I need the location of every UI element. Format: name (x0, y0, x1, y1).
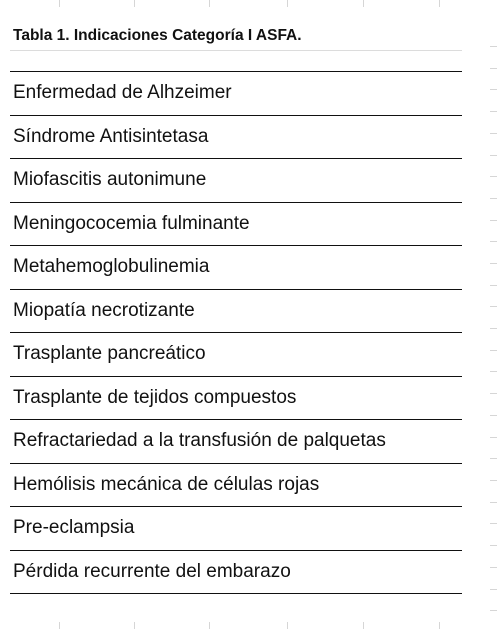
grid-tick (490, 198, 497, 199)
table-row: Enfermedad de Alhzeimer (10, 72, 462, 116)
grid-tick (363, 622, 364, 629)
table-row: Trasplante pancreático (10, 333, 462, 377)
grid-tick (287, 622, 288, 629)
grid-tick (439, 622, 440, 629)
grid-tick (490, 133, 497, 134)
grid-tick (59, 622, 60, 629)
table-header-spacer (10, 51, 462, 72)
table-row: Síndrome Antisintetasa (10, 116, 462, 160)
grid-tick (490, 545, 497, 546)
grid-tick (490, 89, 497, 90)
grid-tick (490, 111, 497, 112)
table-row: Meningococemia fulminante (10, 203, 462, 247)
grid-tick (490, 437, 497, 438)
grid-tick (490, 68, 497, 69)
table (10, 20, 462, 594)
grid-tick (490, 350, 497, 351)
grid-tick (490, 285, 497, 286)
grid-tick (209, 0, 210, 7)
grid-tick (490, 502, 497, 503)
grid-tick (439, 0, 440, 7)
grid-tick (490, 371, 497, 372)
grid-tick (490, 458, 497, 459)
grid-tick (490, 241, 497, 242)
grid-tick (209, 622, 210, 629)
table-row: Miofascitis autonimune (10, 159, 462, 203)
grid-tick (490, 480, 497, 481)
table-row: Refractariedad a la transfusión de palquetas (10, 420, 462, 464)
grid-tick (287, 0, 288, 7)
table-row: Pre-eclampsia (10, 507, 462, 551)
grid-tick (490, 155, 497, 156)
grid-tick (134, 0, 135, 7)
grid-tick (490, 589, 497, 590)
grid-tick (490, 415, 497, 416)
grid-tick (59, 0, 60, 7)
grid-tick (363, 0, 364, 7)
grid-tick (490, 220, 497, 221)
grid-tick (490, 567, 497, 568)
grid-tick (134, 622, 135, 629)
grid-tick (490, 46, 497, 47)
table-row: Miopatía necrotizante (10, 290, 462, 334)
table-body (10, 72, 462, 594)
grid-tick (490, 306, 497, 307)
table-row: Metahemoglobulinemia (10, 246, 462, 290)
grid-tick (490, 328, 497, 329)
table-row: Trasplante de tejidos compuestos (10, 377, 462, 421)
table-row: Hemólisis mecánica de células rojas (10, 464, 462, 508)
grid-tick (490, 610, 497, 611)
table-row: Pérdida recurrente del embarazo (10, 551, 462, 595)
table-title: Tabla 1. Indicaciones Categoría I ASFA. (10, 20, 462, 51)
grid-tick (490, 176, 497, 177)
grid-tick (490, 393, 497, 394)
grid-tick (490, 263, 497, 264)
grid-tick (490, 523, 497, 524)
